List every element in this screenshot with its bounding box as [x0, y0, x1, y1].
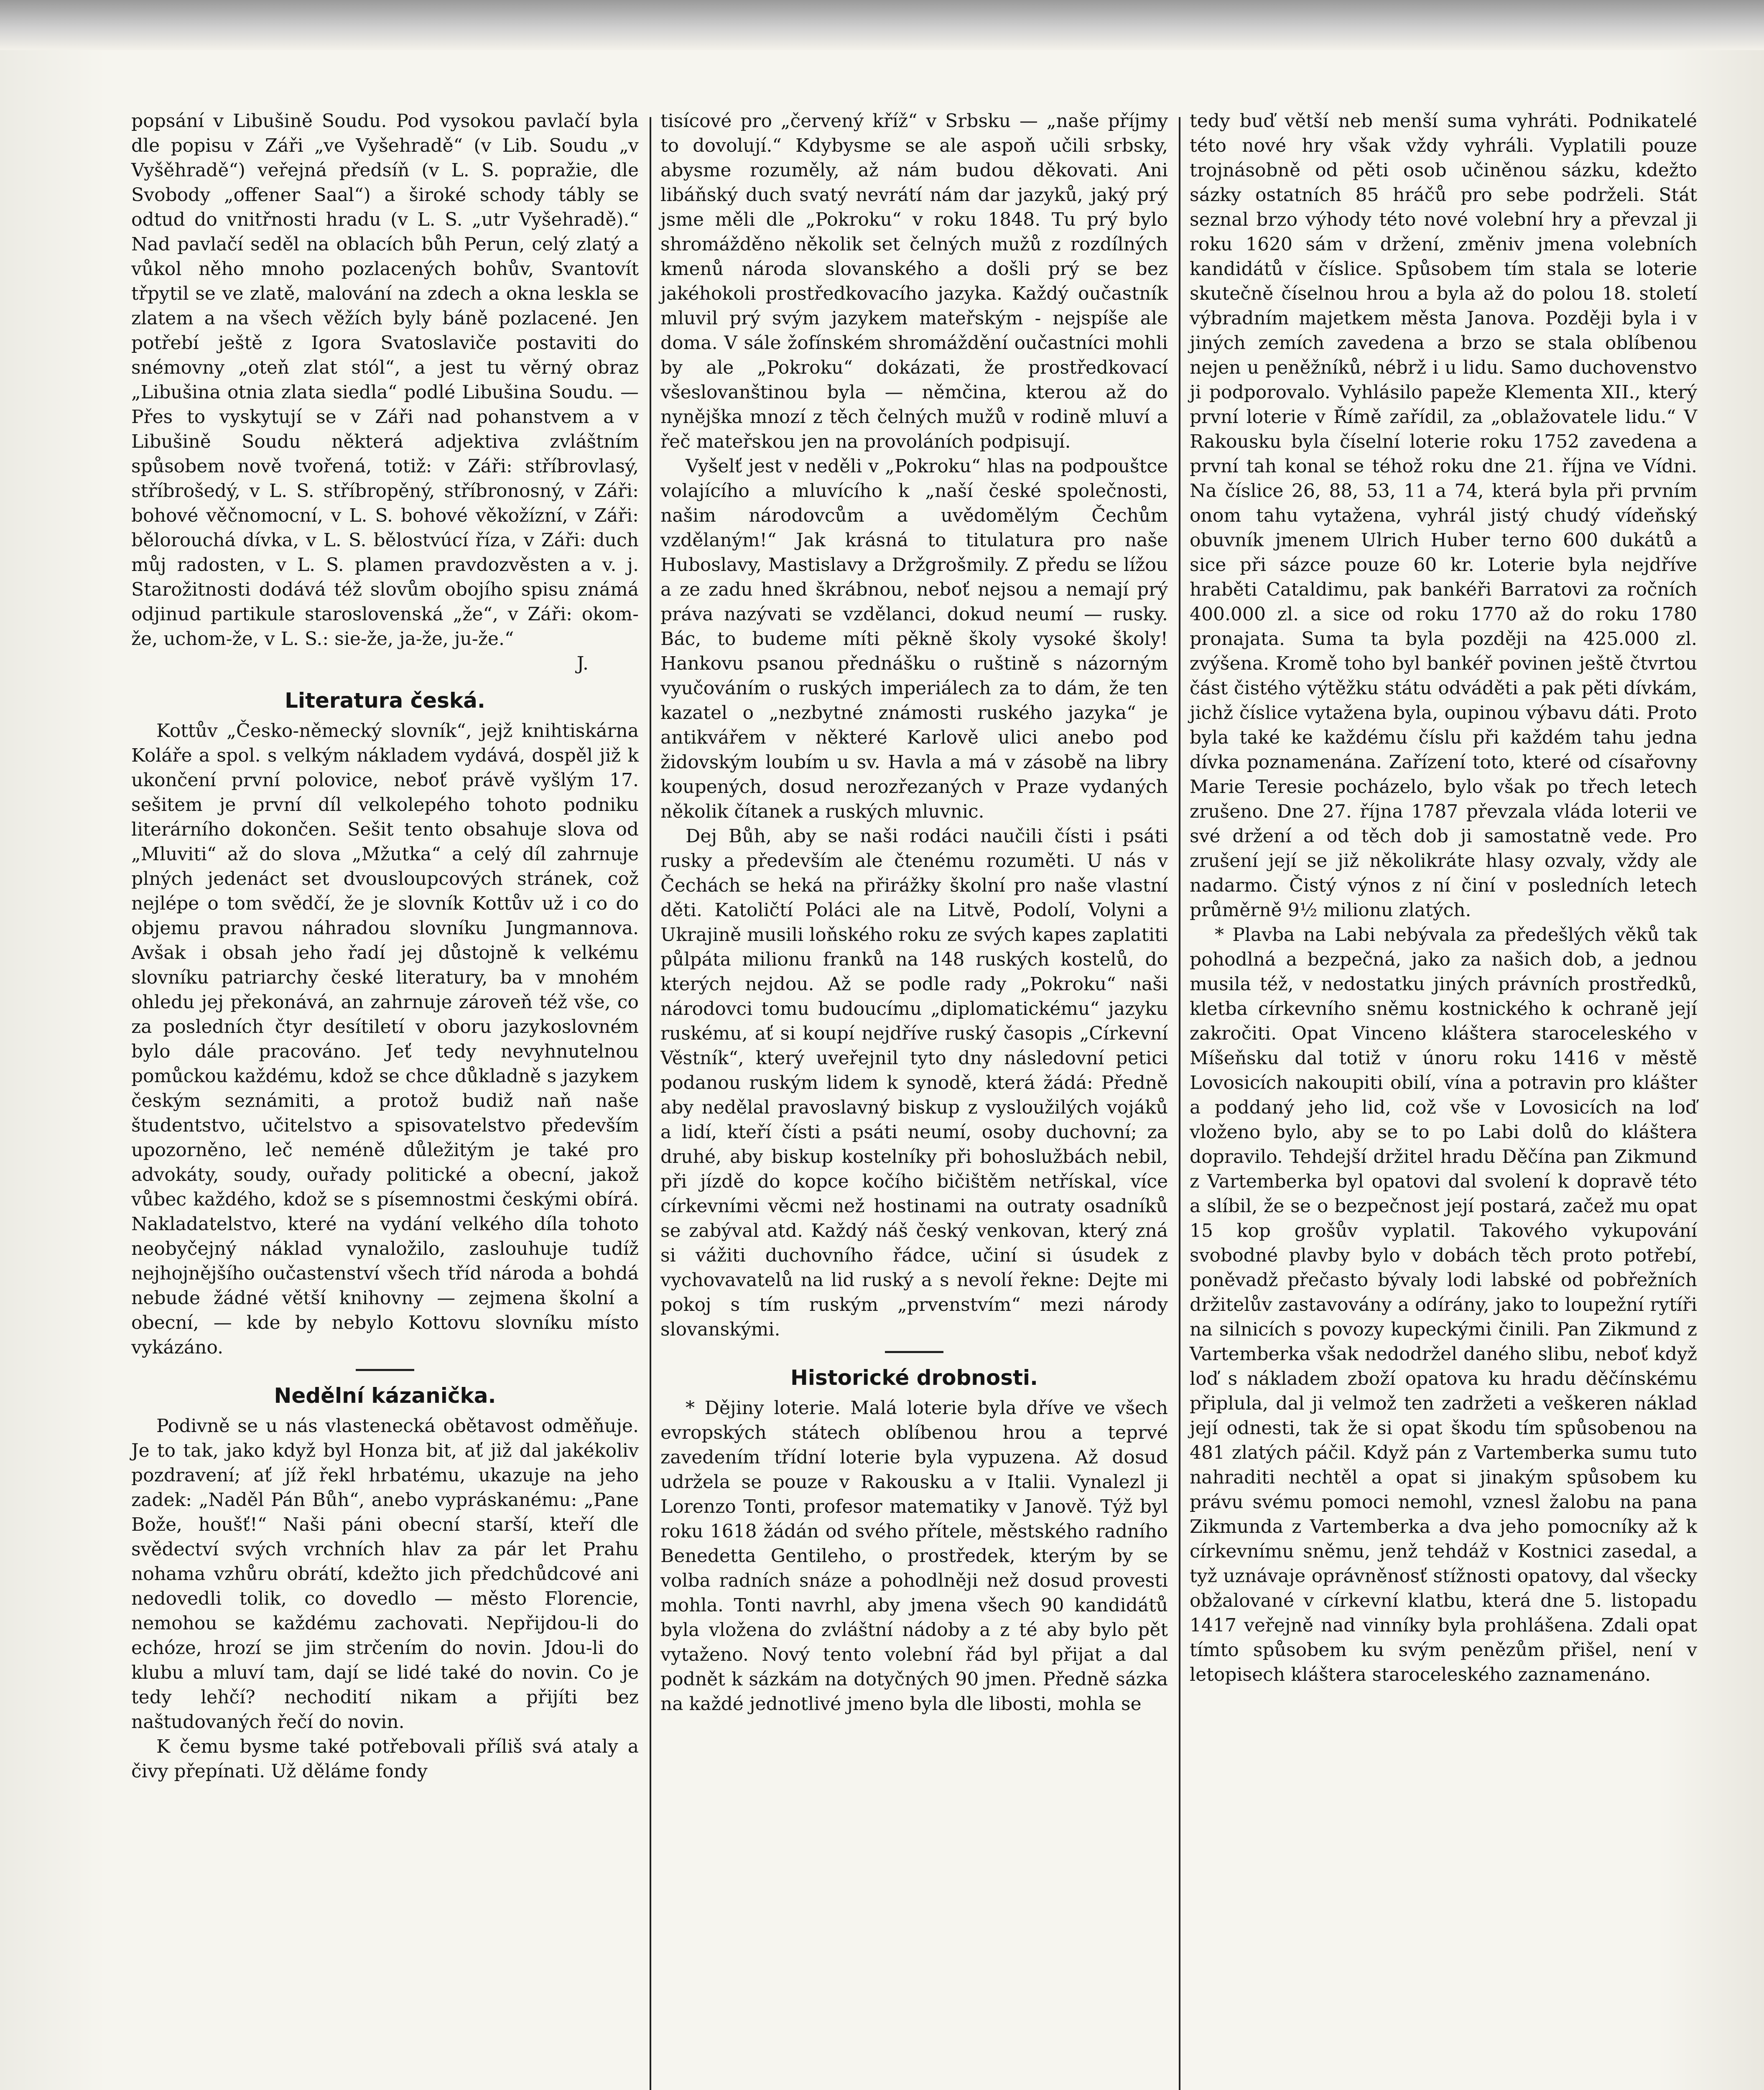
scan-top-edge	[0, 0, 1764, 50]
column-2	[655, 109, 1174, 2090]
section-heading: Literatura česká.	[285, 688, 485, 713]
section-heading: Historické drobnosti.	[790, 1366, 1038, 1390]
column-rule	[1179, 117, 1180, 2090]
separator	[885, 1351, 943, 1353]
signature: J.	[576, 653, 589, 674]
column-3	[1184, 109, 1703, 2090]
paragraph: Vyšelť jest v neděli v „Pokroku“ hlas na podpouštce volajícího a mluvícího k „naší české společnosti, našim národovcům a uvědomělým Čechům vzdělaným!“ Jak krásná to titulatura pro naše Huboslavy, Mastislavy a Držgrošmily. Z předu se lížou a ze zadu hned škrábnou, neboť nejsou a nemají prý práva nazývati se vzdělanci, dokud neumí — rusky. Bác, to budeme míti pěkně školy vysoké školy! Hankovu psanou přednášku o ruštině s názorným vyučováním o ruských imperiálech za to dám, že ten kazatel o „nezbytné známosti ruského jazyka“ je antikvářem v některé Karlově ulici anebo pod židovským loubím u sv. Havla a má v zásobě na libry koupených, dosud nerozřezaných v Praze vydaných několik čítanek a ruských mluvnic.	[660, 456, 1168, 822]
section-heading: Nedělní kázanička.	[274, 1384, 496, 1408]
paragraph: tisícové pro „červený kříž“ v Srbsku — „naše příjmy to dovolují.“ Kdybysme se ale aspoň učili srbsky, abysme rozuměly, až nám budou děkovati. Ani libáňský duch svatý nevrátí nám dar jazyků, jaký prý jsme měli dle „Pokroku“ v roku 1848. Tu prý bylo shromážděno několik set čelných mužů z rozdílných kmenů národa slovanského a došli prý se bez jakéhokoli prostředkovacího jazyka. Každý oučastník mluvil prý svým jazykem mateřským - nejspíše ale doma. V sále žofínském shromáždění oučastníci mohli by ale „Pokroku“ dokázati, že prostředkovací všeslovanštinou byla — němčina, kterou až do nynějška mnozí z těch čelných mužů v rodině mluví a řeč mateřskou jen na provoláních podpisují.	[660, 110, 1168, 452]
paragraph: K čemu bysme také potřebovali příliš svá ataly a čivy přepínati. Už děláme fondy	[131, 1736, 639, 1782]
column-rule	[650, 117, 651, 2090]
column-1	[125, 109, 645, 2090]
paragraph: * Dějiny loterie. Malá loterie byla dříve ve všech evropských státech oblíbenou hrou a teprvé zavedením třídní loterie byla vypuzena. Až dosud udržela se pouze v Rakousku a v Italii. Vynalezl ji Lorenzo Tonti, profesor matematiky v Janově. Týž byl roku 1618 žádán od svého přítele, městského radního Benedetta Gentileho, o prostředek, kterým by se volba radních snáze a pohodlněji než dosud provesti mohla. Tonti navrhl, aby jmena všech 90 kandidátů byla vložena do zvláštní nádoby a z té aby bylo pět vytaženo. Nový tento volební řád byl přijat a dal podnět k sázkám na dotyčných 90 jmen. Předně sázka na každé jednotlivé jmeno byla dle libosti, mohla se	[660, 1397, 1168, 1715]
separator	[356, 1369, 414, 1371]
columns	[125, 109, 1718, 2090]
paragraph: Podivně se u nás vlastenecká obětavost odměňuje. Je to tak, jako když byl Honza bit, ať již dal jakékoliv pozdravení; ať jíž řekl hrbatému, ukazuje na jeho zadek: „Naděl Pán Bůh“, anebo vypráskanému: „Pane Bože, houšť!“ Naši páni obecní starší, kteří dle svědectví svých vrchních hlav za pár let Prahu nohama vzhůru obrátí, kdežto jich předchůdcové ani nedovedli tolik, co dovedlo — město Florencie, nemohou se každému zachovati. Nepřijdou-li do echóze, hrozí se jim strčením do novin. Jdou-li do klubu a mluví tam, dají se lidé také do novin. Co je tedy lehčí? nechodití nikam a přijíti bez naštudovaných řečí do novin.	[131, 1415, 639, 1733]
paragraph: tedy buď větší neb menší suma vyhráti. Podnikatelé této nové hry však vždy vyhráli. Vyplatili pouze trojnásobně od pěti osob učiněnou sázku, kdežto sázky ostatních 85 hráčů pro sebe podrželi. Stát seznal brzo výhody této nové volební hry a převzal ji roku 1620 sám v držení, změniv jmena volebních kandidátů v číslice. Spůsobem tím stala se loterie skutečně číselnou hrou a byla až do polou 18. století výbradním majetkem města Janova. Později byla i v jiných zemích zavedena a brzo se stala oblíbenou nejen u peněžníků, nébrž i u lidu. Samo duchovenstvo ji podporovalo. Vyhlásilo papeže Klementa XII., který první loterie v Římě zařídil, za „oblažovatele lidu.“ V Rakousku byla číselní loterie roku 1752 zavedena a první tah konal se téhož roku dne 21. října ve Vídni. Na číslice 26, 88, 53, 11 a 74, která byla při prvním onom tahu vytažena, vyhrál jistý chudý vídeňský obuvník jmenem Ulrich Huber terno 600 dukátů a sice při sázce pouze 60 kr. Loterie byla nejdříve hraběti Cataldimu, pak bankéři Barratovi za ročních 400.000 zl. a sice od roku 1770 až do roku 1780 pronajata. Suma ta byla později na 425.000 zl. zvýšena. Kromě toho byl bankéř povinen ještě čtvrtou část čistého výtěžku státu odváděti a pak pěti dívkám, jichž číslice vytažena byla, oupinou výbavu dáti. Proto byla také ke každému číslu při každém tahu jedna dívka poznamenána. Zařízení toto, které od císařovny Marie Teresie pocházelo, bylo však po třech letech zrušeno. Dne 27. října 1787 převzala vláda loterii ve své držení a od těch dob ji samostatně vede. Pro zrušení její se již několikráte hlasy ozvaly, vždy ale nadarmo. Čistý výnos z ní činí v posledních letech průměrně 9½ milionu zlatých.	[1190, 110, 1697, 921]
paragraph: Dej Bůh, aby se naši rodáci naučili čísti i psáti rusky a především ale čtenému rozuměti. U nás v Čechách se heká na přirážky školní pro naše vlastní děti. Katoličtí Poláci ale na Litvě, Podolí, Volyni a Ukrajině musili loňského roku ze svých kapes zaplatiti půlpáta milionu franků na 148 ruských kostelů, do kterých nejdou. Až se podle rady „Pokroku“ naši národovci tomu budoucímu „diplomatickému“ jazyku ruskému, ať si koupí nejdříve ruský časopis „Církevní Věstník“, který uveřejnil tyto dny následovní petici podanou ruským lidem k synodě, která žádá: Předně aby nedělal pravoslavný biskup z vysloužilých vojáků a lidí, kteří čísti a psáti neumí, osoby duchovní; za druhé, aby biskup kostelníky při bohoslužbách nebil, při jízdě do kopce kočího bičištěm netřískal, více církevními věcmi než hostinami na outraty osadníků se zabýval atd. Každý náš český venkovan, který zná si vážiti duchovního řádce, učiní si úsudek z vychovavatelů na lid ruský a s nevolí řekne: Dejte mi pokoj s tím ruským „prvenstvím“ mezi národy slovanskými.	[660, 826, 1168, 1340]
paragraph: * Plavba na Labi nebývala za předešlých věků tak pohodlná a bezpečná, jako za našich dob, a jednou musila též, v nedostatku jiných právních prostředků, kletba církevního sněmu kostnického k ochraně její zakročiti. Opat Vinceno kláštera staroceleského v Míšeňsku dal totiž v únoru roku 1416 v městě Lovosicích nakoupiti obilí, vína a potravin pro klášter a poddaný jeho lid, což vše v Lovosicích na loď vloženo bylo, aby se to po Labi dolů do kláštera dopravilo. Tehdejší držitel hradu Děčína pan Zikmund z Vartemberka byl opatovi dal svolení k dopravě této a slíbil, že se o bezpečnost její postará, začež mu opat 15 kop grošův vyplatil. Takového vykupování svobodné plavby bylo v dobách těch proto potřebí, poněvadž přečasto bývaly lodi labské od pobřežních držitelův zastavovány a odírány, jako to loupežní rytíři na silnicích s povozy kupeckými činili. Pan Zikmund z Vartemberka však nedodržel daného slibu, neboť když loď s nákladem zboží opatova ku hradu děčínskému připlula, dal ji velmož ten zadržeti a veškeren náklad její odnesti, tak že si opat škodu tím spůsobenou na 481 zlatých páčil. Když pán z Vartemberka sumu tuto nahraditi nechtěl a opat si jinakým spůsobem ku právu svému pomoci nemohl, vznesl žalobu na pana Zikmunda z Vartemberka a dva jeho pomocníky až k církevnímu sněmu, jenž tehdáž v Kostnici zasedal, a tyž uznávaje oprávněnosť stížnosti opatovy, dal všecky obžalované v církevní klatbu, která dne 5. listopadu 1417 veřejně nad vinníky byla prohlášena. Zdali opat tímto spůsobem ku svým penězům přišel, není v letopisech kláštera staroceleského zaznamenáno.	[1190, 924, 1697, 1685]
paragraph: Kottův „Česko-německý slovník“, jejž knihtiskárna Koláře a spol. s velkým nákladem vydává, dospěl již k ukončení první polovice, neboť právě vyšlým 17. sešitem je první díl velkolepého tohoto podniku literárního dokončen. Sešit tento obsahuje slova od „Mluviti“ až do slova „Mžutka“ a celý díl zahrnuje plných jedenáct set dvousloupcových stránek, což nejlépe o tom svědčí, že je slovník Kottův už i co do objemu pravou náhradou slovníku Jungmannova. Avšak i obsah jeho řadí jej důstojně k velkému slovníku patriarchy české literatury, ba v mnohém ohledu jej překonává, an zahrnuje zároveň též vše, co za posledních čtyr desítiletí v oboru jazykoslovném bylo dále pracováno. Jeť tedy nevyhnutelnou pomůckou každému, kdož se chce důkladně s jazykem českým seznámiti, a protož budiž naň naše študentstvo, učitelstvo a spisovatelstvo především upozorněno, leč neméně důležitým je také pro advokáty, soudy, ouřady politické a obecní, jakož vůbec každého, kdož se s písemnostmi českými obírá. Nakladatelstvo, které na vydání velkého díla tohoto neobyčejný náklad vynaložilo, zaslouhuje tudíž nejhojnějšího oučastenství všech tříd národa a bohdá nebude žádné větší knihovny — zejmena školní a obecní, — kde by nebylo Kottovu slovníku místo vykázáno.	[131, 720, 639, 1358]
paragraph: popsání v Libušině Soudu. Pod vysokou pavlačí byla dle popisu v Záři „ve Vyšehradě“ (v Lib. Soudu „v Vyšěhradě“) veřejná předsíň (v L. S. popražie, dle Svobody „offener Saal“) a široké schody tábly se odtud do vnitřnosti hradu (v L. S. „utr Vyšehradě).“ Nad pavlačí seděl na oblacích bůh Perun, celý zlatý a vůkol něho mnoho pozlacených bohův, Svantovít třpytil se ve zlatě, malování na zdech a okna leskla se zlatem a na všech věžích byly báně pozlacené. Jen potřebí ještě z Igora Svatoslaviče postaviti do snémovny „oteň zlat stól“, a jest tu věrný obraz „Libušina otnia zlata siedla“ podlé Libušina Soudu. — Přes to vyskytují se v Záři nad pohanstvem a v Libušině Soudu některá adjektiva zvláštním spůsobem nově tvořená, totiž: v Záři: stříbrovlasý, stříbrošedý, v L. S. stříbropěný, stříbronosný, v Záři: bohové věčnomocní, v L. S. bohové věkožízní, v Záři: bělorouchá dívka, v L. S. bělostvúcí říza, v Záři: duch můj radosten, v L. S. plamen pravdozvěsten a v. j. Starožitnosti dodává též slovům obojího spisu známá odjinud partikule staroslovenská „že“, v Záři: okom-že, uchom-že, v L. S.: sie-že, ja-že, ju-že.“	[131, 110, 639, 650]
